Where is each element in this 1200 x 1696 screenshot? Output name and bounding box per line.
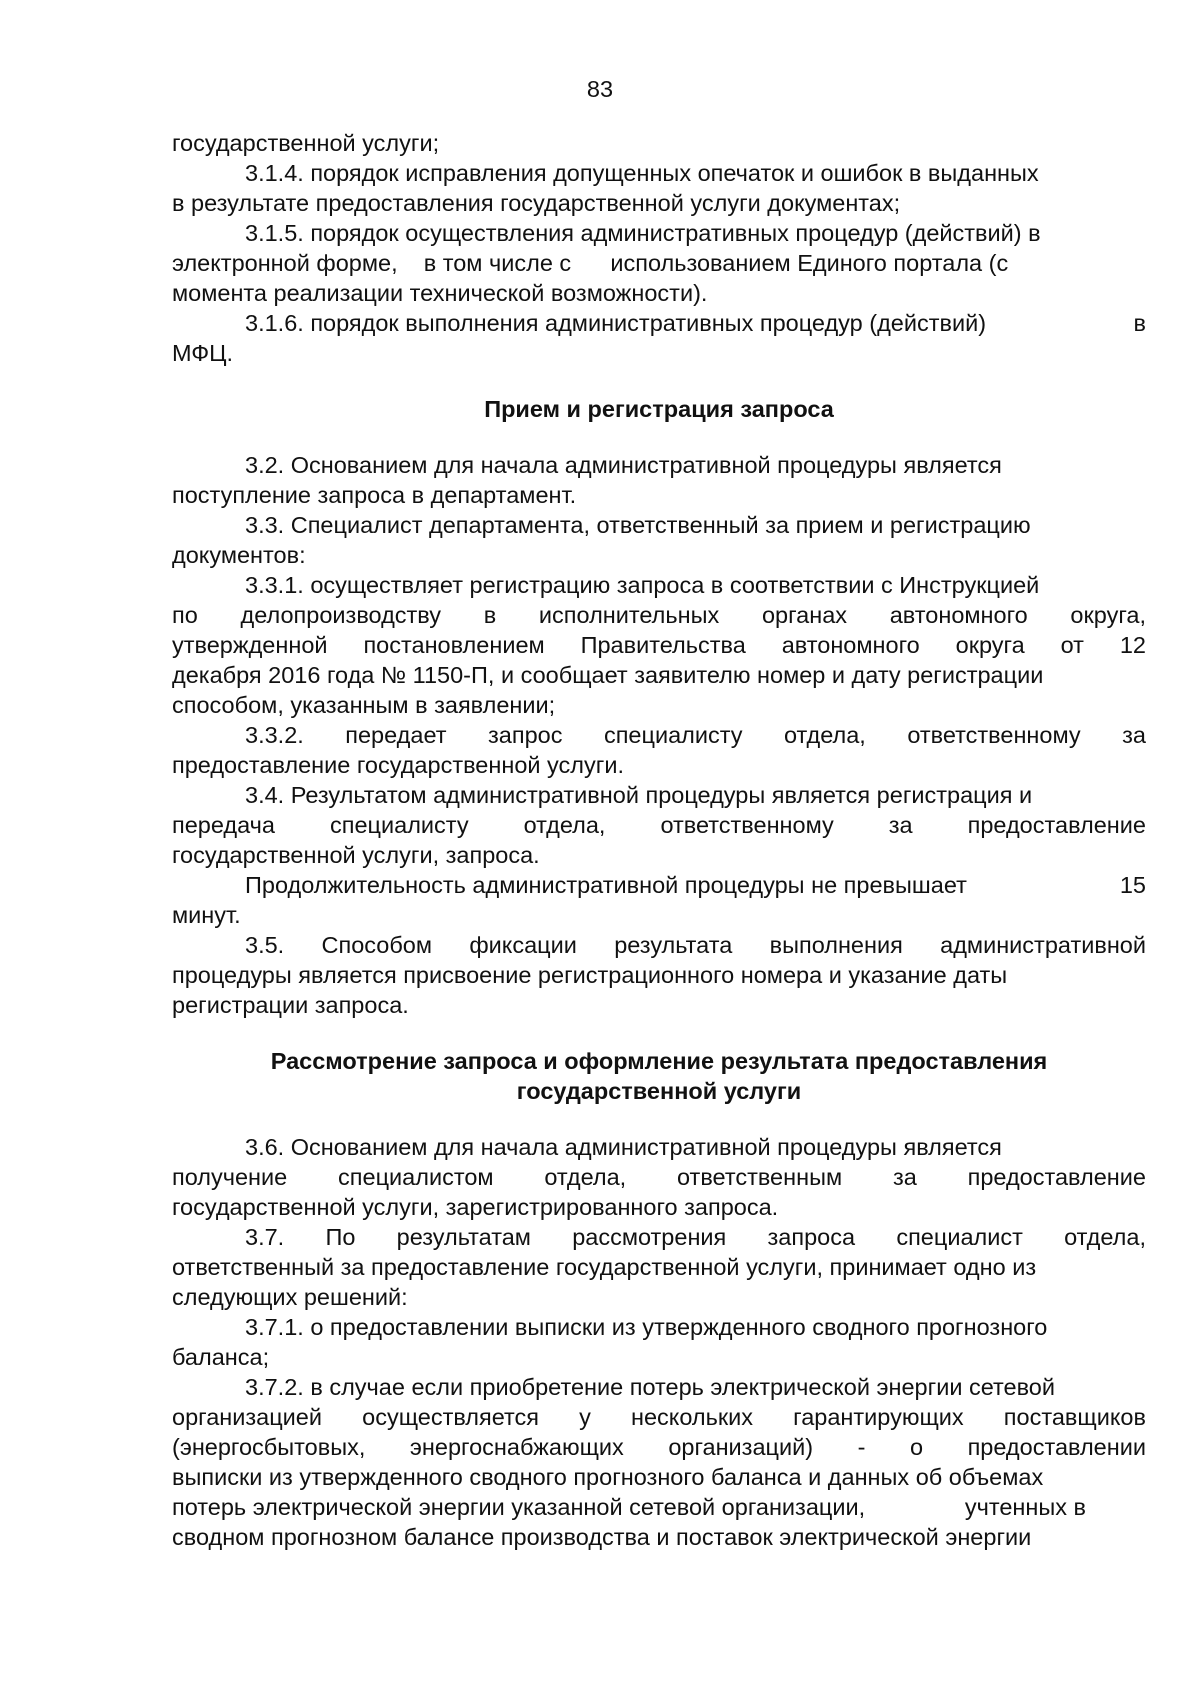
paragraph-3-3: 3.3. Специалист департамента, ответственный за прием и регистрацию [245, 512, 1031, 538]
text-line: государственной услуги; [172, 130, 440, 156]
word: отдела, [523, 812, 606, 838]
word: за [1122, 722, 1146, 748]
section-heading-reception: Прием и регистрация запроса [484, 396, 834, 422]
paragraph-3-3-2 [172, 720, 1146, 750]
text-line: сводном прогнозном балансе производства и поставок электрической энергии [172, 1524, 1032, 1550]
word: по [172, 602, 198, 628]
word: постановлением [363, 632, 545, 658]
word: исполнительных [538, 602, 720, 628]
text-line: ответственный за предоставление государственной услуги, принимает одно из [172, 1254, 1037, 1280]
text-line [172, 600, 1146, 630]
word: фиксации [469, 932, 577, 958]
word: специалист [896, 1224, 1023, 1250]
text-line: баланса; [172, 1344, 270, 1370]
word: автономного [889, 602, 1028, 628]
text-line-end: в [1133, 310, 1146, 336]
text-line [172, 1402, 1146, 1432]
word: в [483, 602, 497, 628]
word: запрос [488, 722, 563, 748]
word: (энергосбытовых, [172, 1434, 366, 1460]
word: рассмотрения [572, 1224, 727, 1250]
text-line: выписки из утвержденного сводного прогнозного баланса и данных об объемах [172, 1464, 1044, 1490]
word: органах [761, 602, 848, 628]
paragraph-3-1-5: 3.1.5. порядок осуществления административных процедур (действий) в [245, 220, 1041, 246]
word: передача [172, 812, 275, 838]
document-body [172, 128, 1146, 1552]
text-line [172, 1432, 1146, 1462]
word: предоставление [967, 812, 1146, 838]
word: гарантирующих [793, 1404, 964, 1430]
word: передает [345, 722, 447, 748]
text-line [172, 630, 1146, 660]
word: специалистом [338, 1164, 494, 1190]
word: результатам [396, 1224, 531, 1250]
text-line-split [172, 1492, 1146, 1522]
word: Способом [321, 932, 433, 958]
text-line [172, 1162, 1146, 1192]
paragraph-3-7-2: 3.7.2. в случае если приобретение потерь электрической энергии сетевой [245, 1374, 1056, 1400]
word: 12 [1119, 632, 1146, 658]
word: Правительства [580, 632, 746, 658]
word: получение [172, 1164, 288, 1190]
paragraph-3-5 [172, 930, 1146, 960]
word: отдела, [783, 722, 866, 748]
word: специалисту [330, 812, 469, 838]
word: специалисту [603, 722, 743, 748]
text-line: регистрации запроса. [172, 992, 409, 1018]
word: 3.3.2. [245, 722, 304, 748]
text-line-end: учтенных в [964, 1494, 1086, 1520]
text-line: документов: [172, 542, 306, 568]
text-line: электронной форме, в том числе с использованием Единого портала (с [172, 250, 1009, 276]
word: результата [614, 932, 733, 958]
page-number: 83 [586, 76, 614, 102]
paragraph-3-7-1: 3.7.1. о предоставлении выписки из утвержденного сводного прогнозного [245, 1314, 1048, 1340]
word: запроса [767, 1224, 856, 1250]
text-line-end: 15 [1119, 872, 1146, 898]
word: от [1060, 632, 1084, 658]
text-line: 3.1.6. порядок выполнения административных процедур (действий) [245, 310, 987, 336]
word: за [888, 812, 913, 838]
word: энергоснабжающих [409, 1434, 624, 1460]
word: ответственному [907, 722, 1081, 748]
text-line: момента реализации технической возможности). [172, 280, 708, 306]
word: за [892, 1164, 917, 1190]
word: 3.7. [245, 1224, 285, 1250]
word: делопроизводству [240, 602, 442, 628]
paragraph-3-2: 3.2. Основанием для начала административной процедуры является [245, 452, 1002, 478]
text-line: поступление запроса в департамент. [172, 482, 577, 508]
text-line: в результате предоставления государственной услуги документах; [172, 190, 901, 216]
word: организацией [172, 1404, 322, 1430]
word: округа, [1070, 602, 1146, 628]
text-line: способом, указанным в заявлении; [172, 692, 556, 718]
section-heading-review-cont: государственной услуги [516, 1078, 802, 1104]
paragraph-duration [172, 870, 1146, 900]
text-line: потерь электрической энергии указанной сетевой организации, [172, 1494, 866, 1520]
word: отдела, [1064, 1224, 1146, 1250]
text-line: декабря 2016 года № 1150-П, и сообщает заявителю номер и дату регистрации [172, 662, 1044, 688]
word: предоставлении [967, 1434, 1146, 1460]
word: осуществляется [362, 1404, 539, 1430]
word: выполнения [769, 932, 903, 958]
word: округа [955, 632, 1025, 658]
text-line [172, 810, 1146, 840]
text-line: процедуры является присвоение регистрационного номера и указание даты [172, 962, 1008, 988]
paragraph-3-1-4: 3.1.4. порядок исправления допущенных опечаток и ошибок в выданных [245, 160, 1039, 186]
section-heading-review: Рассмотрение запроса и оформление результата предоставления [270, 1048, 1048, 1074]
word: поставщиков [1003, 1404, 1146, 1430]
word: ответственному [660, 812, 834, 838]
text-line: государственной услуги, запроса. [172, 842, 540, 868]
text-line: следующих решений: [172, 1284, 408, 1310]
text-line: государственной услуги, зарегистрированного запроса. [172, 1194, 779, 1220]
word: отдела, [544, 1164, 627, 1190]
paragraph-3-7 [172, 1222, 1146, 1252]
word: организаций) [668, 1434, 814, 1460]
text-line: МФЦ. [172, 340, 234, 366]
text-line: Продолжительность административной процедуры не превышает [245, 872, 967, 898]
word: автономного [781, 632, 920, 658]
word: По [325, 1224, 356, 1250]
word: 3.5. [245, 932, 285, 958]
text-line: предоставление государственной услуги. [172, 752, 624, 778]
paragraph-3-6: 3.6. Основанием для начала административной процедуры является [245, 1134, 1002, 1160]
word: предоставление [967, 1164, 1146, 1190]
word: административной [940, 932, 1146, 958]
word: - [857, 1434, 866, 1460]
word: у [579, 1404, 591, 1430]
word: ответственным [677, 1164, 843, 1190]
word: нескольких [631, 1404, 754, 1430]
word: о [909, 1434, 924, 1460]
paragraph-3-3-1: 3.3.1. осуществляет регистрацию запроса в соответствии с Инструкцией [245, 572, 1040, 598]
paragraph-3-4: 3.4. Результатом административной процедуры является регистрация и [245, 782, 1033, 808]
word: утвержденной [172, 632, 328, 658]
text-line: минут. [172, 902, 241, 928]
paragraph-3-1-6 [172, 308, 1146, 338]
